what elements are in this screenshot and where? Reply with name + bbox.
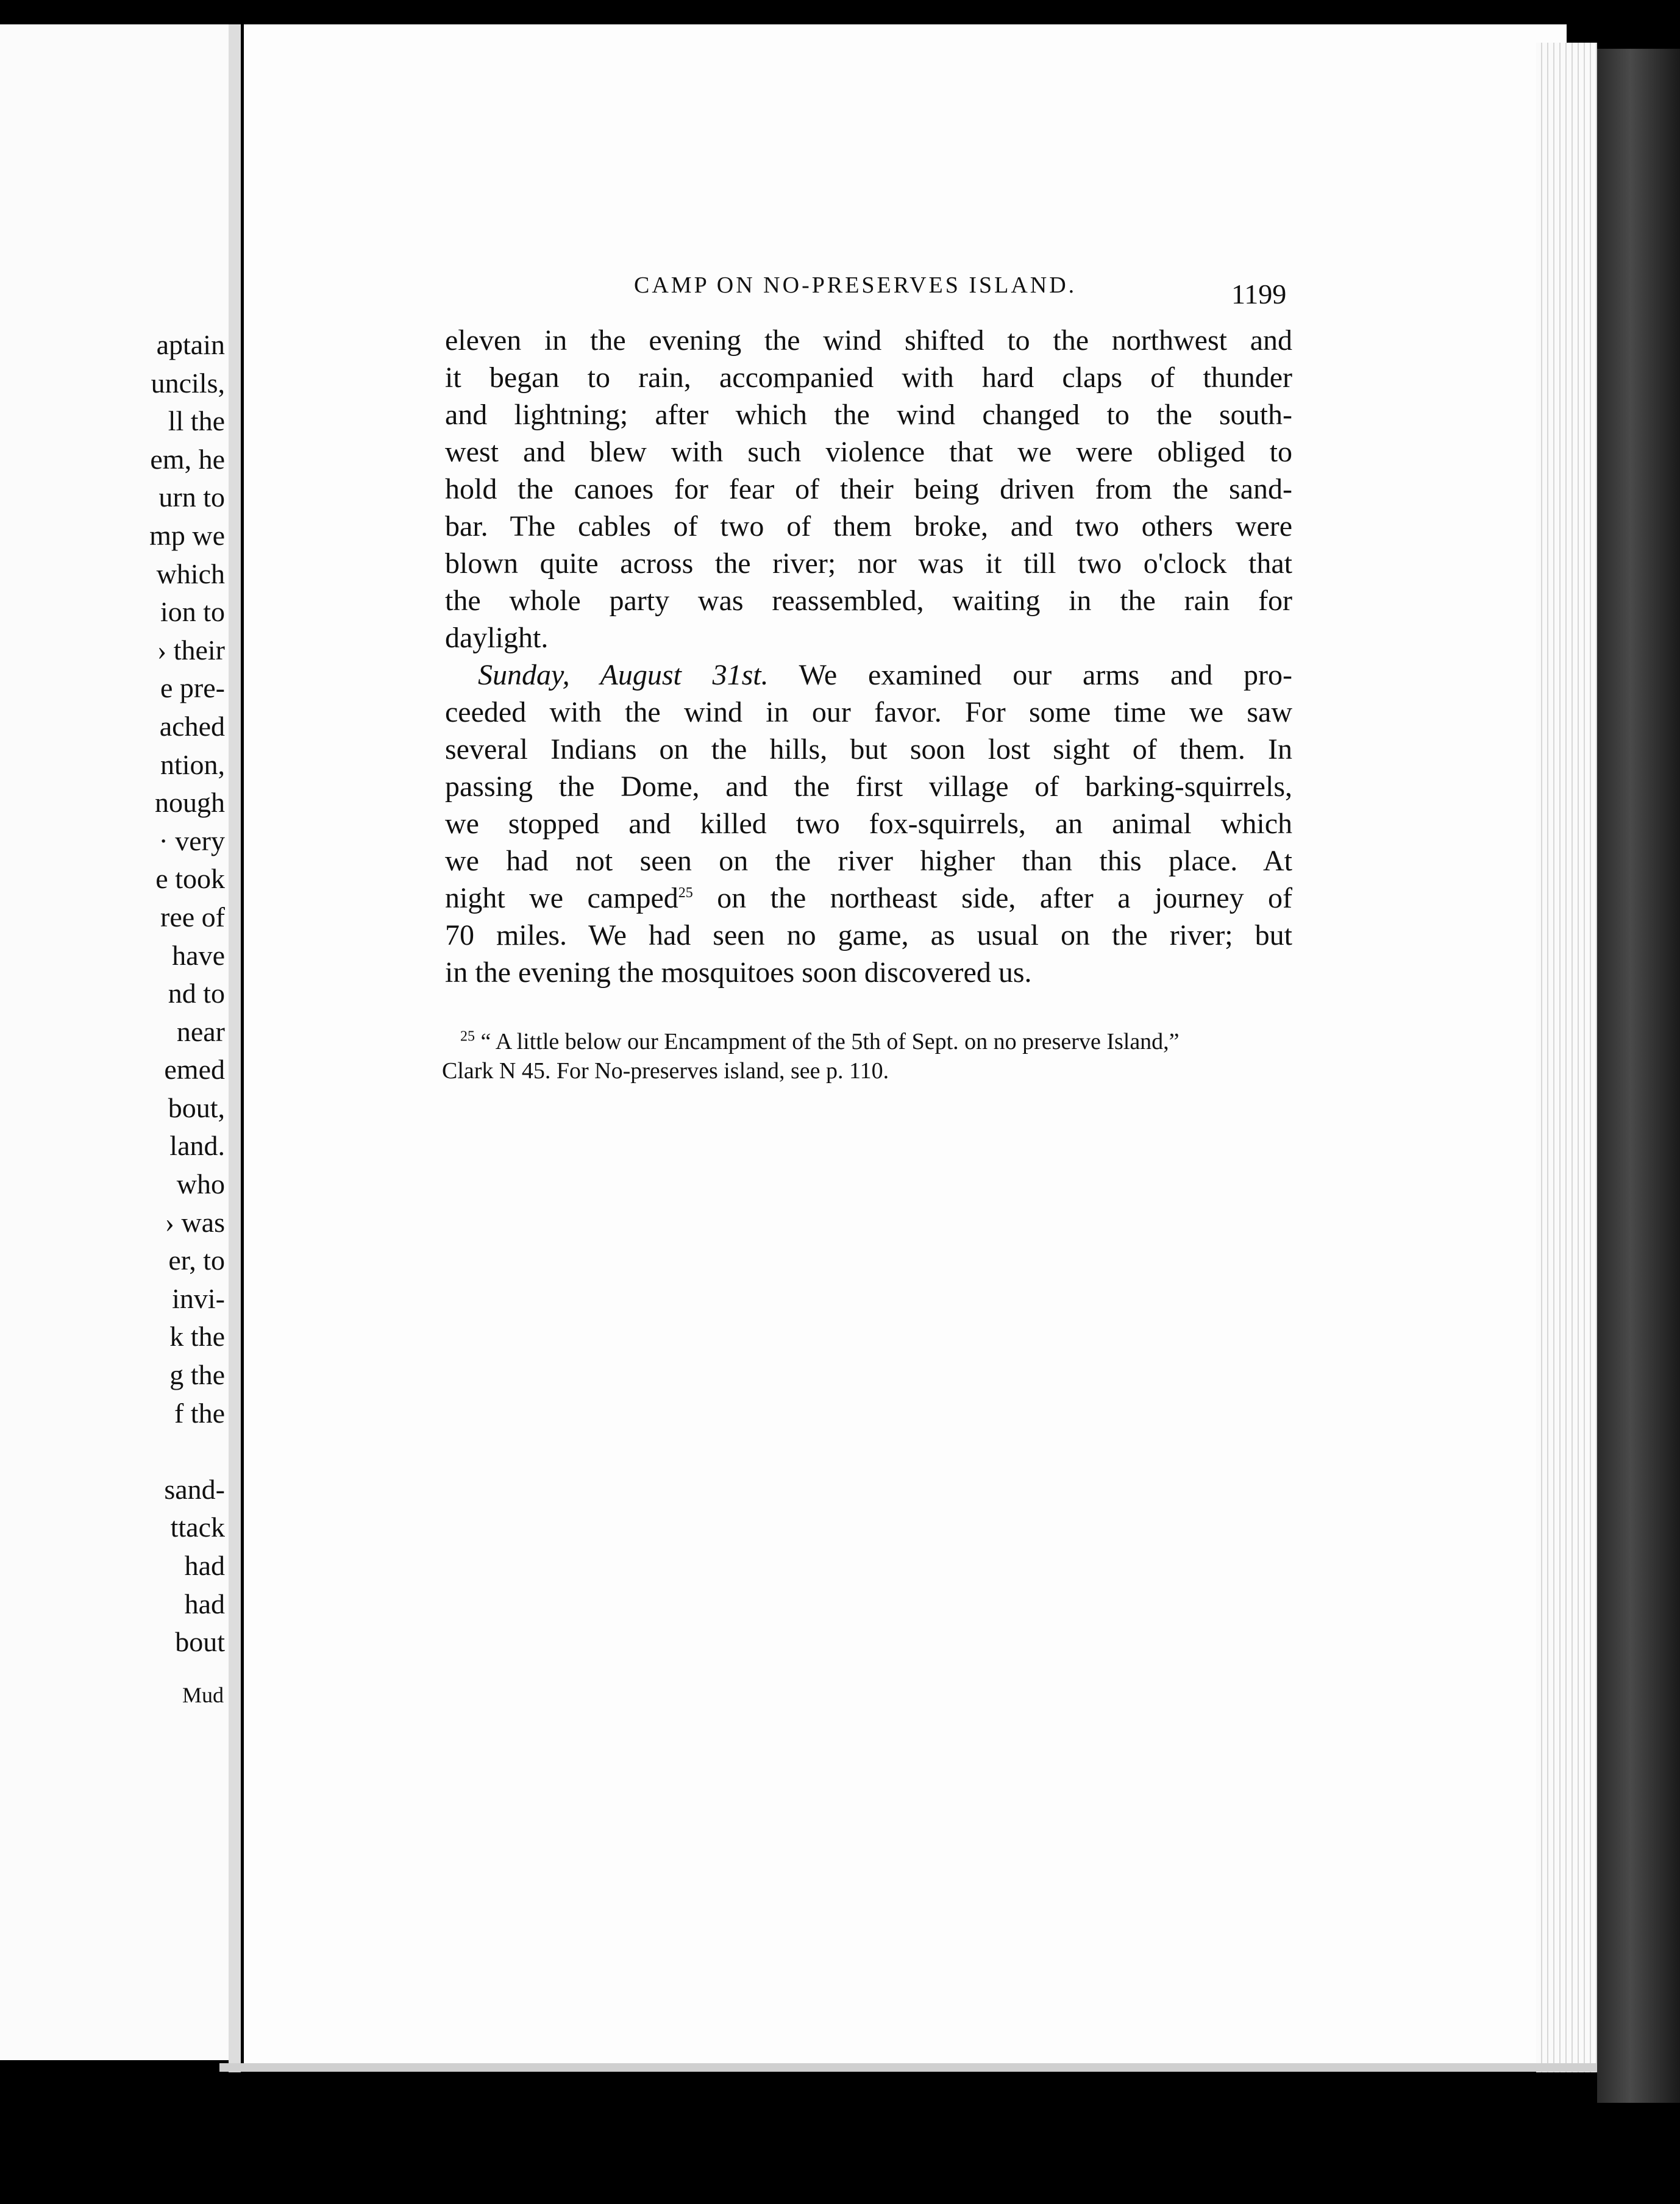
- text-line: it began to rain, accompanied with hard claps of thunder: [445, 361, 1292, 394]
- previous-page-line: er, to: [168, 1245, 225, 1276]
- text-line: west and blew with such violence that we were obliged to: [445, 436, 1292, 468]
- text-line: eleven in the evening the wind shifted to the northwest and: [445, 324, 1292, 357]
- previous-page-line: nough: [155, 787, 225, 819]
- previous-page-line: › was: [165, 1206, 225, 1238]
- text-line: in the evening the mosquitoes soon discovered us.: [445, 956, 1032, 989]
- text-run: night we camped: [445, 882, 678, 914]
- text-line: several Indians on the hills, but soon lost sight of them. In: [445, 733, 1292, 766]
- previous-page-line: sand-: [164, 1473, 225, 1505]
- text-run: on the northeast side, after a journey of: [692, 882, 1292, 914]
- previous-page-line: invi-: [172, 1282, 225, 1314]
- footnote-reference[interactable]: 25: [678, 885, 693, 901]
- previous-page-line: nd to: [168, 978, 225, 1009]
- paragraph-2: [445, 656, 1292, 991]
- previous-page-line: ached: [159, 710, 225, 742]
- text-line: the whole party was reassembled, waiting in the rain for: [445, 585, 1292, 617]
- previous-page-line: ion to: [160, 596, 225, 628]
- previous-page-line: emed: [164, 1054, 225, 1086]
- text-line: 70 miles. We had seen no game, as usual on the river; but: [445, 919, 1292, 951]
- footnote-line: Clark N 45. For No-preserves island, see p. 110.: [442, 1058, 889, 1084]
- previous-page-line: em, he: [150, 443, 225, 475]
- page-number: 1199: [1231, 279, 1287, 310]
- footnote: [442, 1027, 1295, 1086]
- previous-page-line: near: [176, 1015, 225, 1047]
- book-gutter: [229, 24, 241, 2072]
- previous-page-line: ll the: [168, 405, 225, 437]
- previous-page-line: bout: [175, 1626, 225, 1658]
- previous-page: [0, 24, 229, 2060]
- footnote-text: “ A little below our Encampment of the 5th of Sept. on no preserve Island,”: [475, 1029, 1180, 1054]
- previous-page-line: bout,: [168, 1092, 225, 1123]
- previous-page-line: which: [156, 558, 225, 589]
- text-line: ceeded with the wind in our favor. For some time we saw: [445, 696, 1292, 728]
- previous-page-line: [149, 1432, 225, 1471]
- previous-page-footnote: Mud: [182, 1683, 224, 1707]
- text-line: [445, 656, 1292, 694]
- previous-page-line: g the: [169, 1359, 225, 1391]
- previous-page-line: ttack: [170, 1512, 225, 1543]
- previous-page-line: mp we: [149, 519, 225, 551]
- previous-page-line: have: [172, 939, 225, 971]
- text-line: passing the Dome, and the first village of barking-squirrels,: [445, 770, 1292, 803]
- previous-page-line: ntion,: [160, 748, 225, 780]
- text-line: blown quite across the river; nor was it till two o'clock that: [445, 547, 1292, 580]
- previous-page-line: land.: [169, 1130, 225, 1162]
- previous-page-line: f the: [174, 1397, 225, 1429]
- previous-page-text: [149, 326, 225, 1662]
- running-head: CAMP ON NO-PRESERVES ISLAND.: [634, 272, 1077, 298]
- previous-page-line: uncils,: [151, 367, 225, 399]
- paragraph-1: [445, 322, 1292, 656]
- text-line: and lightning; after which the wind changed to the south-: [445, 399, 1292, 431]
- book-cover-edge: [1597, 49, 1680, 2103]
- footnote-marker: 25: [460, 1028, 475, 1045]
- page-edges: [1536, 43, 1597, 2072]
- body-text: [445, 322, 1292, 991]
- previous-page-line: › their: [157, 634, 225, 666]
- text-line: daylight.: [445, 622, 549, 654]
- previous-page-line: had: [184, 1588, 225, 1619]
- text-line: hold the canoes for fear of their being driven from the sand-: [445, 473, 1292, 505]
- text-line: we had not seen on the river higher than this place. At: [445, 845, 1292, 877]
- text-line: bar. The cables of two of them broke, and two others were: [445, 510, 1292, 542]
- text-line: [445, 880, 1292, 917]
- footnote-line: [442, 1027, 1295, 1056]
- date-lead: Sunday, August 31st.: [478, 659, 769, 691]
- text-run: We examined our arms and pro-: [768, 659, 1292, 691]
- previous-page-line: urn to: [158, 482, 225, 513]
- text-line: we stopped and killed two fox-squirrels, an animal which: [445, 808, 1292, 840]
- previous-page-line: ree of: [160, 901, 225, 933]
- previous-page-line: aptain: [156, 329, 225, 360]
- page-bottom-edge: [219, 2063, 1597, 2072]
- previous-page-line: e took: [155, 863, 225, 895]
- previous-page-line: who: [176, 1168, 225, 1200]
- previous-page-line: k the: [169, 1321, 225, 1353]
- previous-page-line: e pre-: [160, 672, 225, 704]
- previous-page-line: · very: [158, 825, 225, 856]
- previous-page-line: had: [184, 1550, 225, 1581]
